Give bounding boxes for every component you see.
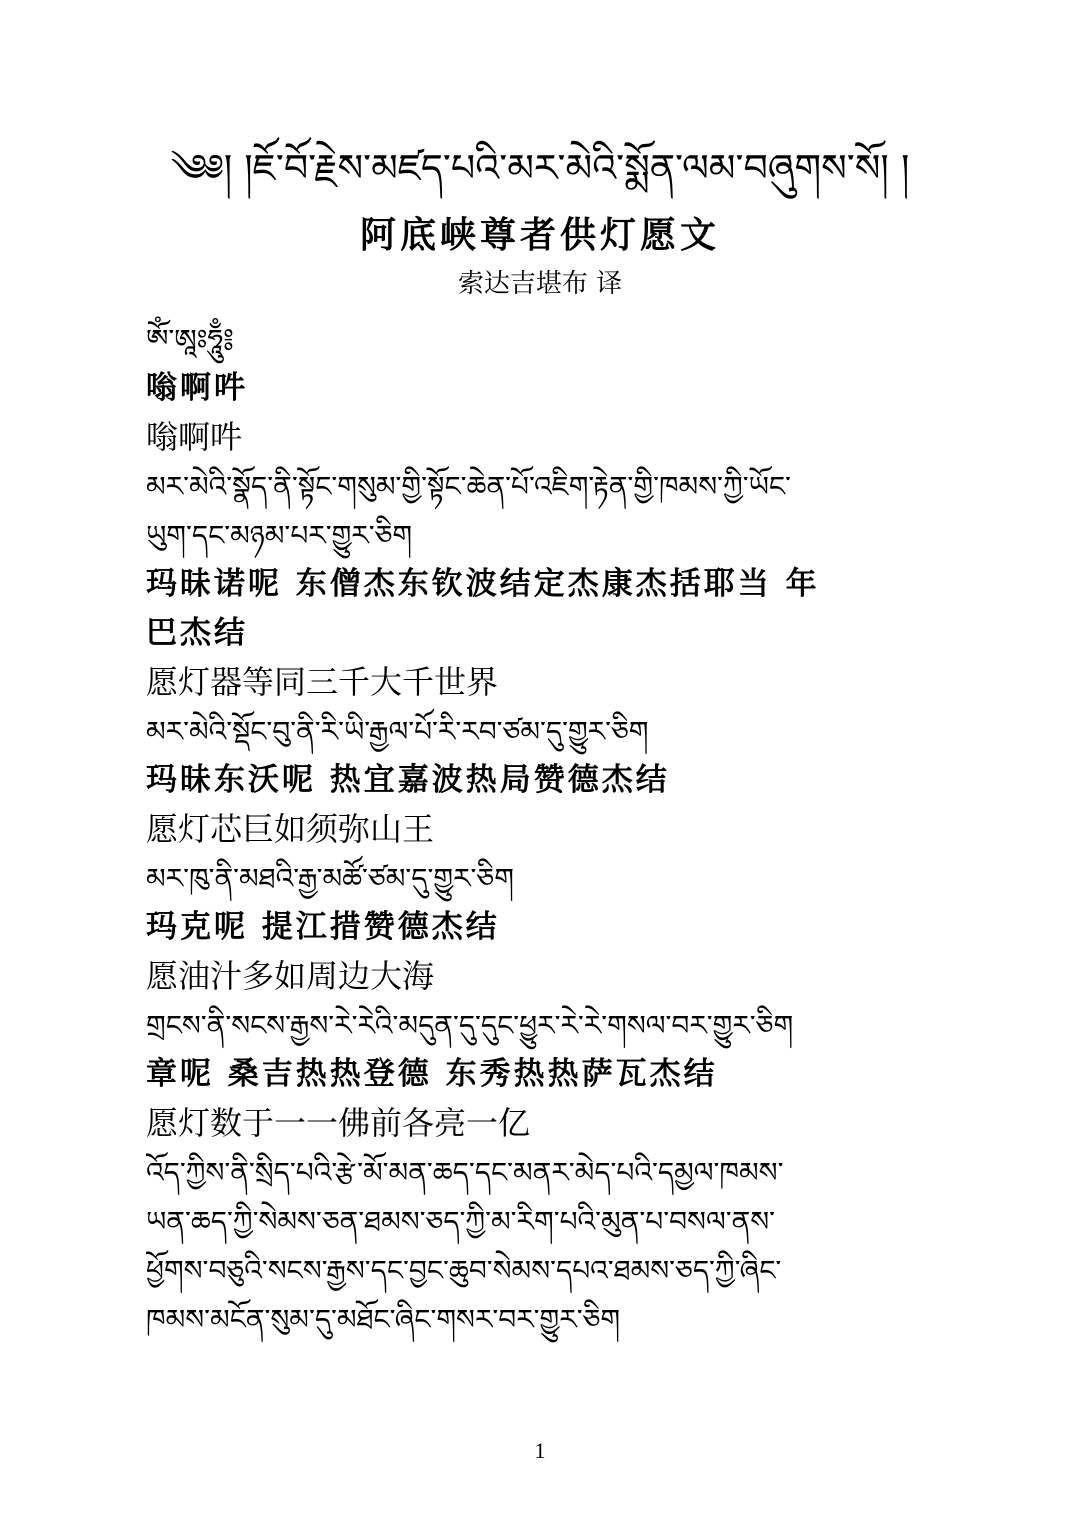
phonetic-line: 玛昧东沃呢 热宜嘉波热局赞德杰结: [146, 762, 670, 798]
phonetic-line: 玛克呢 提江措赞德杰结: [146, 909, 500, 945]
tibetan-line: ཕྱོགས་བཅུའི་སངས་རྒྱས་དང་བྱང་ཆུབ་སེམས་དཔའ་ཐམས་ཅད་ཀྱི་ཞིང་: [146, 1254, 782, 1287]
tibetan-line: མར་མེའི་སྣོད་ནི་སྟོང་གསུམ་གྱི་སྟོང་ཆེན་པོ་འཇིག་རྟེན་གྱི་ཁམས་ཀྱི་ཡོང་: [146, 470, 791, 503]
page-title: 阿底峡尊者供灯愿文: [359, 215, 720, 256]
phonetic-line: 巴杰结: [146, 615, 248, 651]
tibetan-line: ཡན་ཆད་ཀྱི་སེམས་ཅན་ཐམས་ཅད་ཀྱི་མ་རིག་པའི་མུན་པ་བསལ་ནས་: [146, 1205, 776, 1238]
tibetan-line: འོད་ཀྱིས་ནི་སྲིད་པའི་རྩེ་མོ་མན་ཆད་དང་མནར་མེད་པའི་དམྱལ་ཁམས་: [146, 1156, 784, 1189]
tibetan-line: ཨོཾ་ཨཱཿཧཱུྃ༔: [146, 323, 234, 356]
tibetan-line: ཡུག་དང་མཉམ་པར་གྱུར་ཅིག: [146, 519, 413, 552]
tibetan-line: མར་ཁུ་ནི་མཐའི་རྒྱ་མཚོ་ཙམ་དུ་གྱུར་ཅིག: [146, 862, 514, 895]
page-number: 1: [534, 1438, 546, 1463]
phonetic-line: 玛昧诺呢 东僧杰东钦波结定杰康杰括耶当 年: [146, 566, 820, 602]
translation-line: 嗡啊吽: [146, 418, 243, 456]
translator-credit: 索达吉堪布 译: [457, 269, 623, 299]
translation-line: 愿灯器等同三千大千世界: [146, 663, 499, 701]
translation-line: 愿油汁多如周边大海: [146, 957, 435, 995]
tibetan-title: ༄༅། །ཇོ་བོ་རྗེས་མཛད་པའི་མར་མེའི་སྨོན་ལམ་བཞུགས་སོ། །: [170, 146, 910, 190]
tibetan-line: མར་མེའི་སྡོང་བུ་ནི་རི་ཡི་རྒྱལ་པོ་རི་རབ་ཙམ་དུ་གྱུར་ཅིག: [146, 715, 649, 748]
phonetic-line: 章呢 桑吉热热登德 东秀热热萨瓦杰结: [146, 1056, 718, 1092]
phonetic-line: 嗡啊吽: [146, 370, 248, 406]
prayer-text: [146, 315, 946, 1344]
tibetan-line: ཁམས་མངོན་སུམ་དུ་མཐོང་ཞིང་གསར་བར་གྱུར་ཅིག: [146, 1303, 621, 1336]
translation-line: 愿灯芯巨如须弥山王: [146, 810, 435, 848]
tibetan-line: གྲངས་ནི་སངས་རྒྱས་རེ་རེའི་མདུན་དུ་དུང་ཕྱུར་རེ་རེ་གསལ་བར་གྱུར་ཅིག: [146, 1009, 794, 1042]
translation-line: 愿灯数于一一佛前各亮一亿: [146, 1104, 531, 1142]
